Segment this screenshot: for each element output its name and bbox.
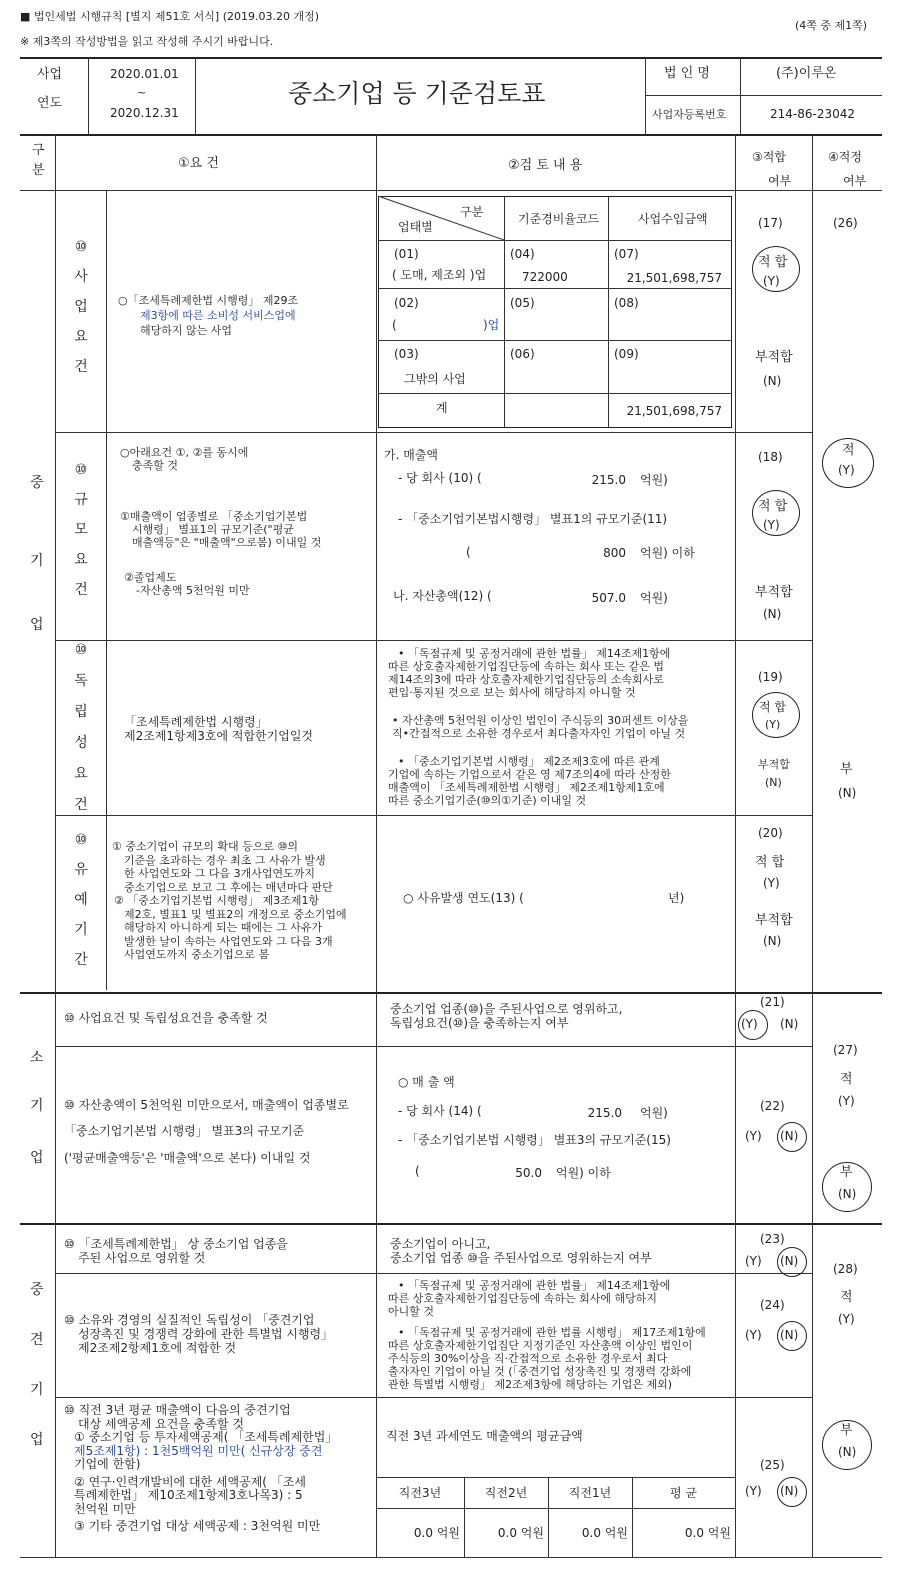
row102-sales-label: 가. 매출액 [384,448,438,462]
row101-fit-yes-code: (Y) [763,274,780,288]
row108-review-1: • 「독점규제 및 공정거래에 관한 법률」 제14조제1항에 따른 상호출자제한기업집단등에 속하는 회사에 해당하지 아니할 것 [388,1279,671,1318]
row104-vertical-label: ⑩ 유 예 기 간 [74,832,88,968]
row104-requirement: ① 중소기업이 규모의 확대 등으로 ⑩의 기준을 초과하는 경우 최초 그 사유가 발생 한 사업연도와 그 다음 3개사업연도까지 중소기업으로 보고 그 후에는 매년마다 판단 ② 「중소기업기본법 시행령」 제3조제1항 제2호, 별표1 및 별표2의 개정으로 중소기업에 해당하지 아니하게 되는 때에는 그 사유가 발생한 날이 속하는 사업연도와 그 다음 3개 사업연도까지 중소기업으로 봄 [112,840,347,961]
row106-fit-y: (Y) [745,1129,762,1143]
col-fit3-1: ③적합 [752,150,786,164]
row102-company-sales-label: - 당 회사 (10) ( [398,471,482,485]
row106-size-standard-value: 50.0 [515,1166,542,1180]
col-division-2: 분 [32,163,45,178]
row102-size-standard-value: 800 [603,546,626,560]
row106-fit-n: (N) [780,1129,799,1143]
row104-fit-no-label: 부적합 [755,913,793,928]
row106-company-sales-label: - 당 회사 (14) ( [398,1104,482,1118]
cell-05-no: (05) [510,296,535,310]
row102-size-standard-unit: 억원) 이하 [640,546,695,560]
row102-size-standard-open: ( [466,545,471,559]
cell-02-open: ( [392,318,397,332]
cell-09-no: (09) [614,347,639,361]
row103-fit-yes-code: (Y) [765,718,781,731]
row106-sales-label: ○ 매 출 액 [398,1075,455,1089]
row102-company-sales-value: 215.0 [591,473,626,487]
mid-overall-unfit: 부 [840,1423,853,1438]
row103-review-2: • 자산총액 5천억원 이상인 법인이 주식등의 30퍼센트 이상을 직•간접적으로 소유한 경우로서 최다출자자인 기업이 아닐 것 [392,714,689,740]
row105-review: 중소기업 업종(⑩)을 주된사업으로 영위하고, 독립성요건(⑩)을 충족하는지 여부 [390,1002,623,1030]
cell-04-code: 722000 [522,270,568,284]
row102-assets-label: 나. 자산총액(12) ( [393,589,492,603]
row109-requirement: ⑩ 직전 3년 평균 매출액이 다음의 중견기업 대상 세액공제 요건을 충족할 것 ① 중소기업 등 투자세액공제( 「조세특례제한법」 제5조제1항) : 1천5백억원 미만( 신규상장 중견 기업에 한함) ② 연구·인력개발비에 대한 세액공제( 「조세 특례제한법」 제10조제1항제3호나목3) : 5 천억원 미만 ③ 기타 중견기업 대상 세액공제 : 3천억원 미만 [64,1403,338,1533]
col-requirement: ①요 건 [178,156,219,171]
avg-val-2y: 0.0 억원 [497,1526,544,1540]
cell-01-name: ( 도매, 제조외 )업 [392,268,487,282]
row106-size-standard-unit: 억원) 이하 [556,1166,611,1180]
row108-fit-n: (N) [780,1328,799,1342]
cell-06-no: (06) [510,347,535,361]
small-overall-fit: 적 [840,1072,853,1087]
row101-requirement: ○「조세특례제한법 시행령」 제29조 제3항에 따른 소비성 서비스업에 해당하지 않는 사업 [118,294,299,337]
row102-assets-value: 507.0 [591,591,626,605]
col-division-1: 구 [32,143,45,158]
category-small-2: 기 [30,1098,44,1114]
col4-no-26: (26) [833,216,858,230]
row102-fit-yes: 적 합 [758,499,788,514]
row102-fit-no: (18) [758,450,783,464]
row102-req-b: ①매출액이 업종별로 「중소기업기본법 시행령」 별표1의 규모기준("평균 매출액등"은 "매출액"으로봄) 이내일 것 [120,510,322,549]
row103-vertical-label: ⑩ 독 립 성 요 건 [74,642,88,813]
date-from: 2020.01.01 [110,67,179,81]
category-mid-3: 기 [30,1382,44,1398]
category-sme-2: 기 [30,553,44,569]
row103-fit-no-label: 부적합 [758,758,790,771]
row107-fit-no: (23) [760,1232,785,1246]
corp-name-label: 법 인 명 [664,66,710,81]
category-small-1: 소 [30,1050,44,1066]
cell-02-close: )업 [483,318,500,332]
year-label-2: 연도 [37,96,63,111]
row107-fit-y: (Y) [745,1254,762,1268]
row104-reason-year-unit: 년) [668,891,685,905]
avg-col-head-2y: 직전2년 [484,1486,528,1500]
row103-fit-no-code: (N) [765,776,782,789]
row108-fit-y: (Y) [745,1328,762,1342]
total-label: 계 [436,401,448,415]
biz-no-label: 사업자등록번호 [652,108,727,121]
row101-fit-yes: 적 합 [758,255,788,270]
table-head-code: 기준경비율코드 [518,212,600,226]
category-small-3: 업 [30,1150,44,1166]
category-mid-1: 중 [30,1282,44,1298]
category-mid-4: 업 [30,1432,44,1448]
form-reference: ■ 법인세법 시행규칙 [별지 제51호 서식] (2019.03.20 개정) [20,10,320,23]
row107-requirement: ⑩ 「조세특례제한법」 상 중소기업 업종을 주된 사업으로 영위할 것 [64,1237,288,1265]
row109-fit-n: (N) [780,1484,799,1498]
row108-review-2: • 「독점규제 및 공정거래에 관한 법률 시행령」 제17조제1항에 따른 상호출자제한기업집단 지정기준인 자산총액 이상인 법인이 주식등의 30%이상을 직·간접적으로 소유한 경우로서 최다 출자자인 기업이 아닐 것 (「중견기업 성장촉진 및 경쟁력 강화에 관한 특별법 시행령」 제2조제3항에 해당하는 기업은 제외) [388,1326,706,1391]
row102-req-a: ○아래요건 ①, ②를 동시에 충족할 것 [120,446,249,472]
date-to: 2020.12.31 [110,106,179,120]
sme-overall-fit-code: (Y) [838,463,855,477]
avg-val-avg: 0.0 억원 [684,1526,731,1540]
cell-07-amount: 21,501,698,757 [626,271,722,285]
row106-size-standard-open: ( [415,1164,420,1178]
sme-overall-unfit-code: (N) [838,786,857,800]
year-label-1: 사업 [37,67,63,82]
mid-overall-fit: 적 [840,1290,853,1305]
row102-req-c: ②졸업제도 -자산총액 5천억원 미만 [124,571,250,597]
row105-fit-no: (21) [760,995,785,1009]
cell-08-no: (08) [614,296,639,310]
total-amount: 21,501,698,757 [626,404,722,418]
col-fit3-2: 여부 [768,174,792,188]
col4-no-27: (27) [833,1043,858,1057]
mid-overall-fit-code: (Y) [838,1312,855,1326]
row109-fit-y: (Y) [745,1484,762,1498]
biz-no: 214-86-23042 [770,107,856,121]
row102-size-standard-label: - 「중소기업기본법시행령」 별표1의 규모기준(11) [398,512,668,526]
row102-assets-unit: 억원) [640,591,668,605]
table-head-upte: 업태별 [398,220,433,234]
cell-07-no: (07) [614,247,639,261]
col-review: ②검 토 내 용 [508,158,583,173]
avg-col-head-avg: 평 균 [670,1486,697,1500]
row106-fit-no: (22) [760,1099,785,1113]
sme-overall-fit: 적 [842,443,855,458]
instruction-note: ※ 제3쪽의 작성방법을 읽고 작성해 주시기 바랍니다. [20,35,274,48]
avg-val-1y: 0.0 억원 [581,1526,628,1540]
row105-fit-n: (N) [780,1017,799,1031]
row107-review: 중소기업이 아니고, 중소기업 업종 ⑩을 주된사업으로 영위하는지 여부 [390,1237,652,1265]
row109-fit-no: (25) [760,1458,785,1472]
row103-review-1: • 「독점규제 및 공정거래에 관한 법률」 제14조제1항에 따른 상호출자제한기업집단등에 속하는 회사 또는 같은 법 제14조의3에 따라 상호출자제한기업집단등의 소속회사로 편입·통지된 것으로 보는 회사에 해당하지 아니할 것 [388,647,671,699]
row104-fit-yes-code: (Y) [763,876,780,890]
row101-fit-no-label: 부적합 [755,350,793,365]
row106-req-3: ('평균매출액등'은 '매출액'으로 본다) 이내일 것 [64,1151,311,1165]
col-fit4-1: ④적정 [828,150,862,164]
cell-02-no: (02) [394,296,419,310]
date-separator: ~ [137,86,147,99]
table-diagonal-line [378,196,504,240]
cell-01-no: (01) [394,247,419,261]
row103-review-3: • 「중소기업기본법 시행령」 제2조제3호에 따른 관계 기업에 속하는 기업으로서 같은 영 제7조의4에 따라 산정한 매출액이 「조세특례제한법 시행령」 제2조제1항제1호에 따른 중소기업기준(⑩의①기준) 이내일 것 [388,755,671,807]
row106-req-2: 「중소기업기본법 시행령」 별표3의 규모기준 [64,1124,305,1138]
mid-overall-unfit-code: (N) [838,1445,857,1459]
col4-no-28: (28) [833,1262,858,1276]
row106-company-sales-value: 215.0 [587,1106,622,1120]
row104-fit-no: (20) [758,826,783,840]
row103-fit-no: (19) [758,670,783,684]
row105-requirement: ⑩ 사업요건 및 독립성요건을 충족할 것 [64,1011,268,1025]
row102-fit-no-code: (N) [763,607,782,621]
small-overall-unfit: 부 [840,1165,853,1180]
category-sme-1: 중 [30,475,44,491]
col-fit4-2: 여부 [843,174,867,188]
row106-req-1: ⑩ 자산총액이 5천억원 미만으로서, 매출액이 업종별로 [64,1098,349,1112]
cell-03-no: (03) [394,347,419,361]
row103-fit-yes: 적 합 [759,700,786,714]
row105-fit-y: (Y) [741,1017,758,1031]
cell-03-name: 그밖의 사업 [404,372,466,386]
row106-company-sales-unit: 억원) [640,1106,668,1120]
row102-fit-no-label: 부적합 [755,585,793,600]
row106-size-standard-label: - 「중소기업기본법 시행령」 별표3의 규모기준(15) [398,1133,671,1147]
row102-fit-yes-code: (Y) [763,518,780,532]
table-head-amount: 사업수입금액 [638,212,708,226]
row104-fit-no-code: (N) [763,934,782,948]
small-overall-unfit-code: (N) [838,1187,857,1201]
row108-requirement: ⑩ 소유와 경영의 실질적인 독립성이 「중견기업 성장촉진 및 경쟁력 강화에 관한 특별법 시행령」 제2조제2항제1호에 적합한 것 [64,1313,334,1355]
page-info: (4쪽 중 제1쪽) [795,19,868,32]
row104-reason-year-label: ○ 사유발생 연도(13) ( [403,891,524,905]
sme-overall-unfit: 부 [840,762,853,777]
avg-col-head-3y: 직전3년 [398,1486,442,1500]
row102-company-sales-unit: 억원) [640,473,668,487]
row107-fit-n: (N) [780,1254,799,1268]
cell-04-no: (04) [510,247,535,261]
row101-fit-no: (17) [758,216,783,230]
row108-fit-no: (24) [760,1298,785,1312]
row103-requirement: 「조세특례제한법 시행령」 제2조제1항제3호에 적합한기업일것 [124,715,314,743]
avg-val-3y: 0.0 억원 [413,1526,460,1540]
category-sme-3: 업 [30,617,44,633]
row102-vertical-label: ⑩ 규 모 요 건 [74,462,88,598]
row104-fit-yes: 적 합 [755,855,785,870]
row101-vertical-label: ⑩ 사 업 요 건 [74,239,88,375]
page-title: 중소기업 등 기준검토표 [288,79,546,108]
small-overall-fit-code: (Y) [838,1094,855,1108]
table-head-gubun: 구분 [460,205,484,219]
corp-name: (주)이루온 [776,66,837,81]
row101-fit-no-code: (N) [763,374,782,388]
category-mid-2: 견 [30,1332,44,1348]
avg-col-head-1y: 직전1년 [568,1486,612,1500]
row109-review-head: 직전 3년 과세연도 매출액의 평균금액 [386,1429,583,1443]
